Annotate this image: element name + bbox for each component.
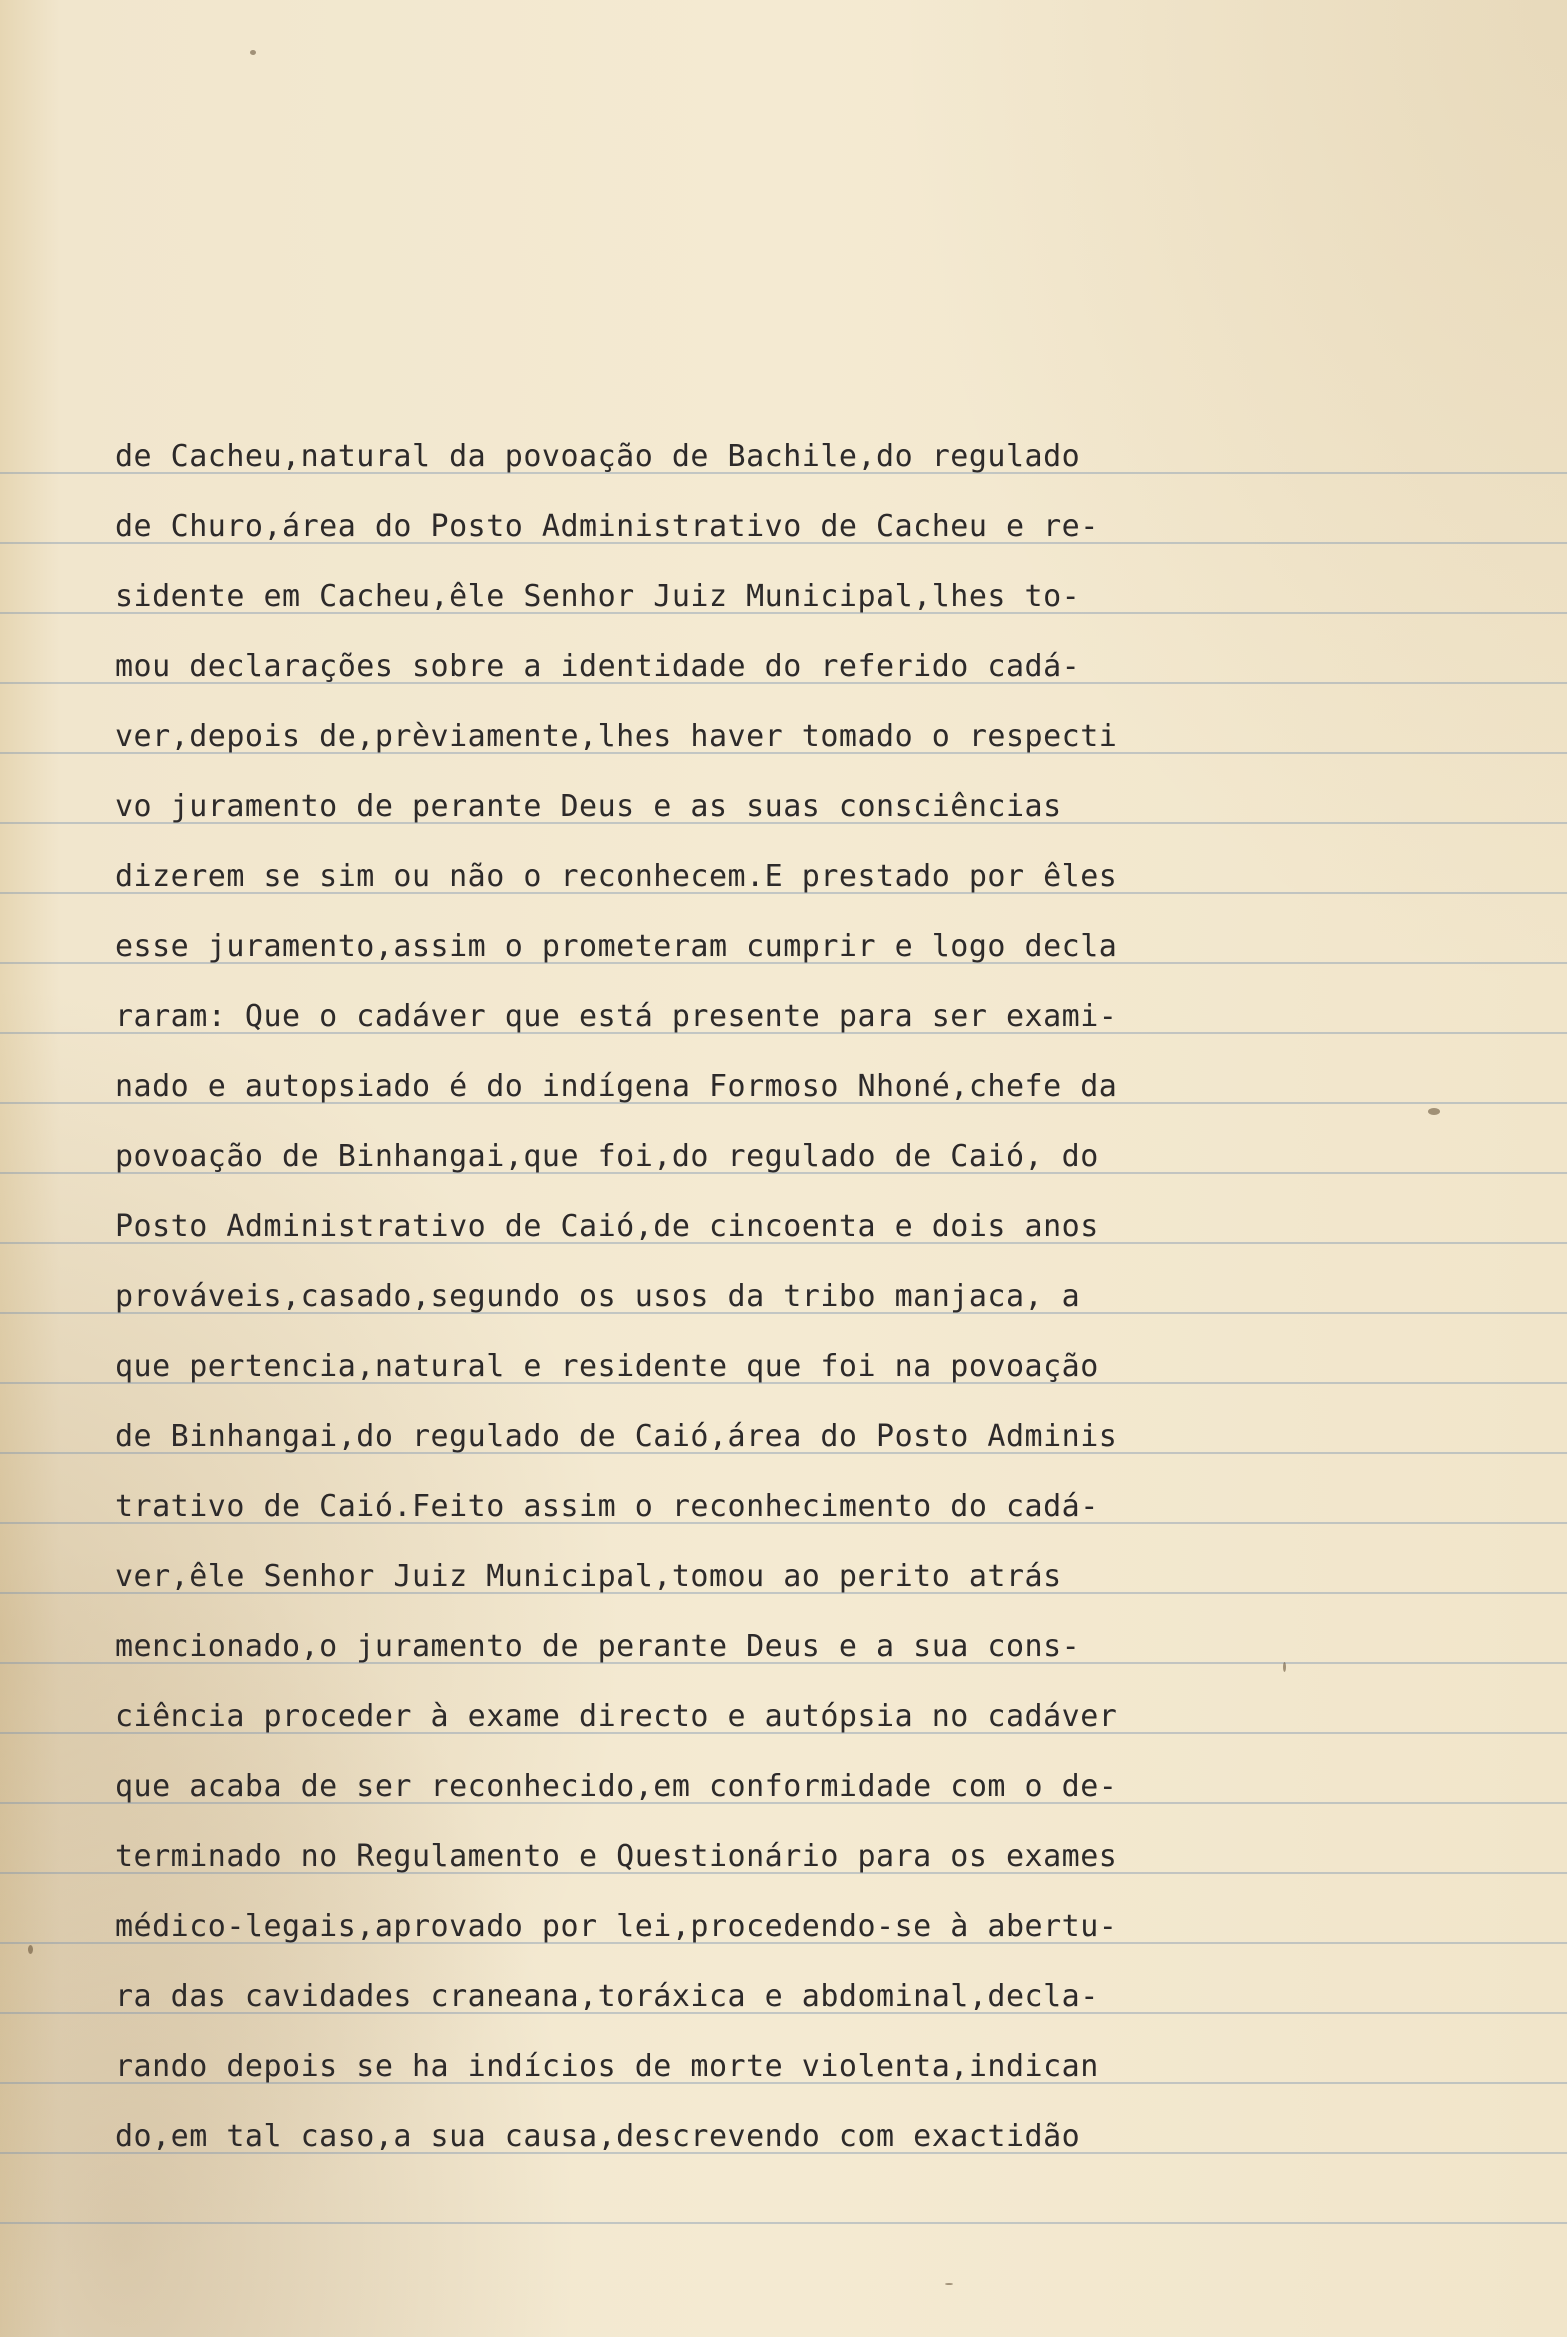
text-line: rando depois se ha indícios de morte violenta,indican (115, 2049, 1099, 2084)
paper-speck (28, 1945, 33, 1954)
text-line: de Binhangai,do regulado de Caió,área do Posto Adminis (115, 1419, 1118, 1454)
text-line: que acaba de ser reconhecido,em conformidade com o de- (115, 1769, 1118, 1804)
text-line: médico-legais,aprovado por lei,procedendo-se à abertu- (115, 1909, 1118, 1944)
text-line: ver,depois de,prèviamente,lhes haver tomado o respecti (115, 719, 1118, 754)
text-line: vo juramento de perante Deus e as suas consciências (115, 789, 1062, 824)
text-line: nado e autopsiado é do indígena Formoso Nhoné,chefe da (115, 1069, 1118, 1104)
rule-line (0, 2222, 1567, 2224)
text-line: que pertencia,natural e residente que foi na povoação (115, 1349, 1099, 1384)
text-line: de Churo,área do Posto Administrativo de Cacheu e re- (115, 509, 1099, 544)
paper-speck (945, 2283, 953, 2285)
paper-speck (1283, 1662, 1286, 1672)
text-line: raram: Que o cadáver que está presente para ser exami- (115, 999, 1118, 1034)
typed-text-block (115, 435, 1255, 2185)
text-line: dizerem se sim ou não o reconhecem.E prestado por êles (115, 859, 1118, 894)
text-line: mencionado,o juramento de perante Deus e a sua cons- (115, 1629, 1081, 1664)
text-line: de Cacheu,natural da povoação de Bachile,do regulado (115, 439, 1081, 474)
text-line: prováveis,casado,segundo os usos da tribo manjaca, a (115, 1279, 1081, 1314)
text-line: trativo de Caió.Feito assim o reconhecimento do cadá- (115, 1489, 1099, 1524)
text-line: povoação de Binhangai,que foi,do regulado de Caió, do (115, 1139, 1099, 1174)
text-line: ra das cavidades craneana,toráxica e abdominal,decla- (115, 1979, 1099, 2014)
paper-speck (1428, 1108, 1440, 1115)
text-line: Posto Administrativo de Caió,de cincoenta e dois anos (115, 1209, 1099, 1244)
text-line: esse juramento,assim o prometeram cumprir e logo decla (115, 929, 1118, 964)
paper-speck (250, 50, 256, 55)
text-line: sidente em Cacheu,êle Senhor Juiz Municipal,lhes to- (115, 579, 1081, 614)
text-line: ver,êle Senhor Juiz Municipal,tomou ao perito atrás (115, 1559, 1062, 1594)
text-line: do,em tal caso,a sua causa,descrevendo com exactidão (115, 2119, 1081, 2154)
text-line: mou declarações sobre a identidade do referido cadá- (115, 649, 1081, 684)
text-line: terminado no Regulamento e Questionário para os exames (115, 1839, 1118, 1874)
text-line: ciência proceder à exame directo e autópsia no cadáver (115, 1699, 1118, 1734)
